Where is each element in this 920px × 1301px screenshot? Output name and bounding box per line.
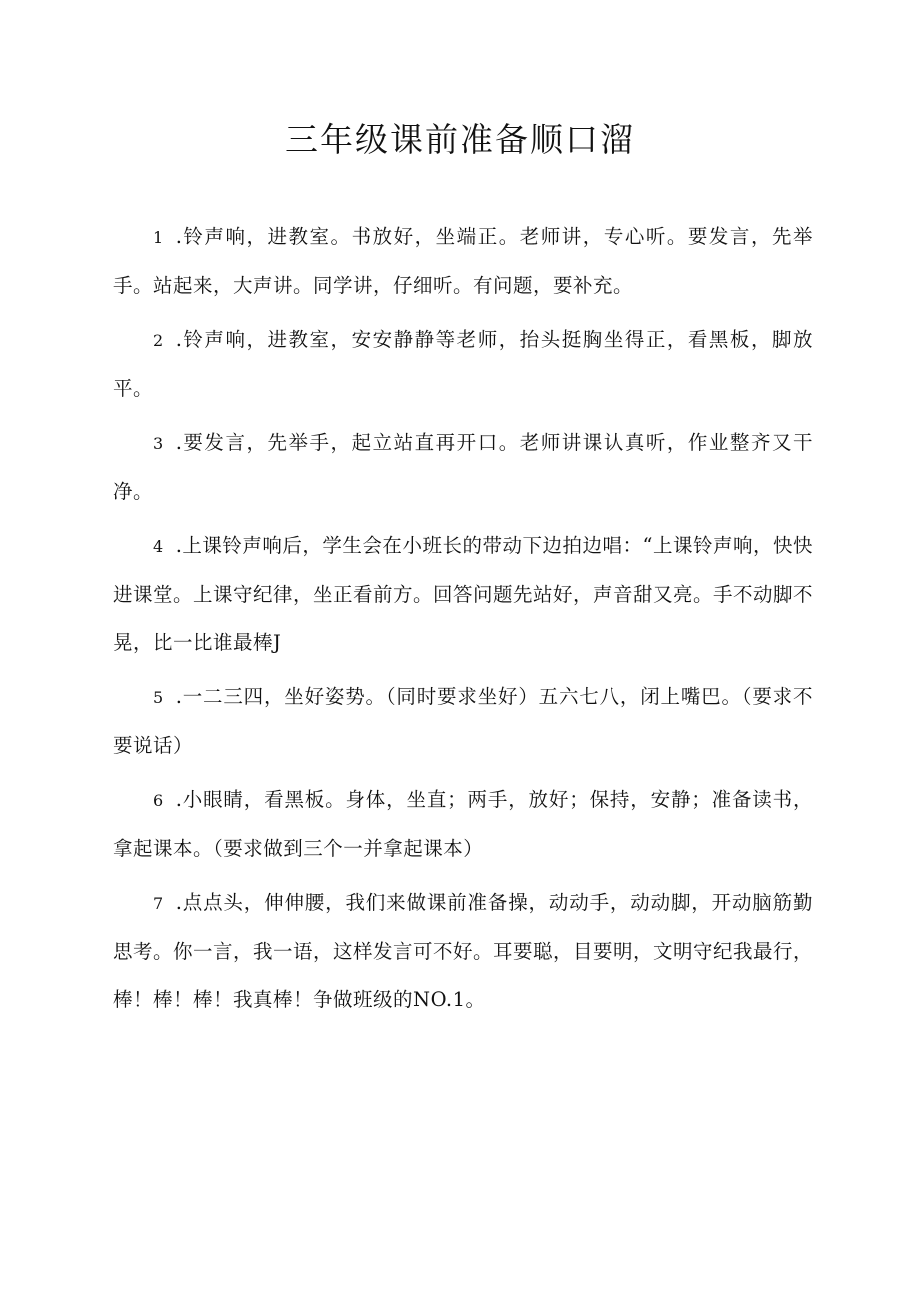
item-number: 4 <box>153 537 164 556</box>
item-number: 5 <box>153 688 164 707</box>
list-item <box>113 419 813 516</box>
document-body <box>113 213 813 1030</box>
item-text: .要发言，先举手，起立站直再开口。老师讲课认真听，作业整齐又干净。 <box>113 431 813 503</box>
item-text: .上课铃声响后，学生会在小班长的带动下边拍边唱：“上课铃声响，快快进课堂。上课守纪律，坐正看前方。回答问题先站好，声音甜又亮。手不动脚不晃，比一比谁最棒J <box>113 534 814 654</box>
item-text: .一二三四，坐好姿势。（同时要求坐好）五六七八，闭上嘴巴。（要求不要说话） <box>113 685 813 757</box>
document-title: 三年级课前准备顺口溜 <box>285 120 635 159</box>
list-item <box>113 673 813 770</box>
item-number: 3 <box>153 434 164 453</box>
item-number: 6 <box>153 791 164 810</box>
item-number: 7 <box>153 894 164 913</box>
list-item <box>113 213 813 310</box>
list-item <box>113 522 813 667</box>
item-text: .小眼睛，看黑板。身体，坐直；两手，放好；保持，安静；准备读书，拿起课本。（要求做到三个一并拿起课本） <box>113 788 813 860</box>
list-item <box>113 879 813 1024</box>
list-item <box>113 316 813 413</box>
item-text: .铃声响，进教室。书放好，坐端正。老师讲，专心听。要发言，先举手。站起来，大声讲。同学讲，仔细听。有问题，要补充。 <box>113 225 813 297</box>
item-number: 2 <box>153 331 164 350</box>
item-text: .点点头，伸伸腰，我们来做课前准备操，动动手，动动脚，开动脑筋勤思考。你一言，我一语，这样发言可不好。耳要聪，目要明，文明守纪我最行，棒！棒！棒！我真棒！争做班级的NO.1。 <box>113 891 814 1011</box>
item-text: .铃声响，进教室，安安静静等老师，抬头挺胸坐得正，看黑板，脚放平。 <box>113 328 813 400</box>
item-number: 1 <box>153 228 164 247</box>
list-item <box>113 776 813 873</box>
